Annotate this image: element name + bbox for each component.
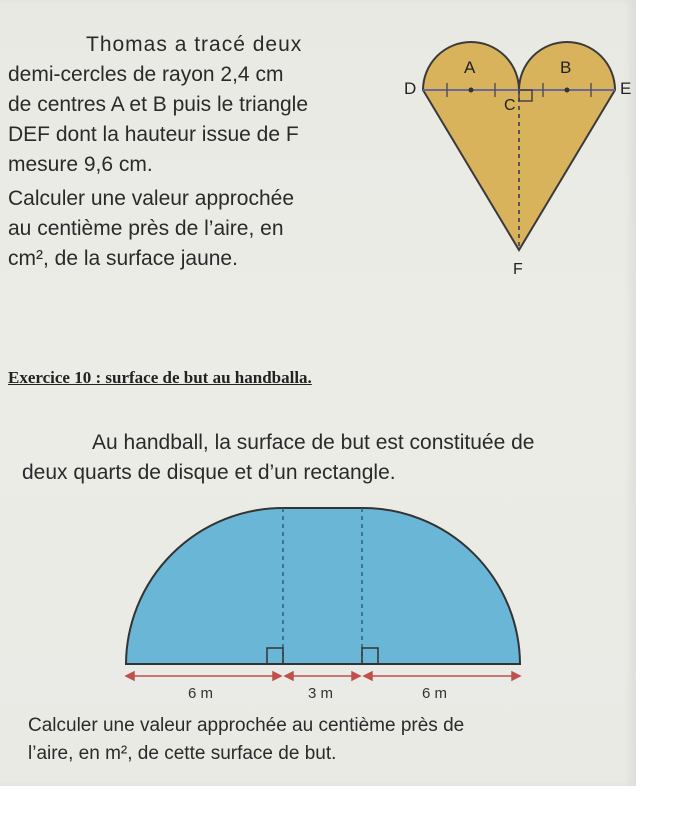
point-B [565,88,570,93]
problem9-line: Thomas a tracé deux [86,33,303,56]
problem9-line: de centres A et B puis le triangle [8,93,309,116]
label-F: F [513,261,523,278]
problem9-line: cm², de la surface jaune. [8,247,238,270]
goal-area-figure [110,500,540,710]
exercise10-question [28,712,628,768]
problem9-line: au centième près de l’aire, en [8,217,284,240]
heart-figure [400,28,635,298]
measure-left: 6 m [188,685,214,702]
exercise10-intro [22,428,632,488]
goal-area-shape [126,508,520,664]
problem9-line: demi-cercles de rayon 2,4 cm [8,63,284,86]
question-line: Calculer une valeur approchée au centième près de [28,715,465,736]
problem9-line: DEF dont la hauteur issue de F [8,123,299,146]
measure-arrows [126,672,520,680]
exercise10-title: Exercice 10 : surface de but au handballa. [8,368,312,387]
intro-line: deux quarts de disque et d’un rectangle. [22,461,396,484]
measure-middle: 3 m [308,685,334,702]
intro-line: Au handball, la surface de but est constituée de [92,431,535,454]
label-E: E [620,79,632,98]
label-D: D [404,79,417,98]
problem9-line: mesure 9,6 cm. [8,153,153,176]
measure-right: 6 m [422,685,448,702]
label-B: B [560,58,572,77]
label-A: A [464,58,476,77]
problem9-text [8,30,398,274]
point-A [469,88,474,93]
problem9-line: Calculer une valeur approchée [8,187,295,210]
question-line: l’aire, en m², de cette surface de but. [28,743,337,764]
label-C: C [504,97,516,114]
